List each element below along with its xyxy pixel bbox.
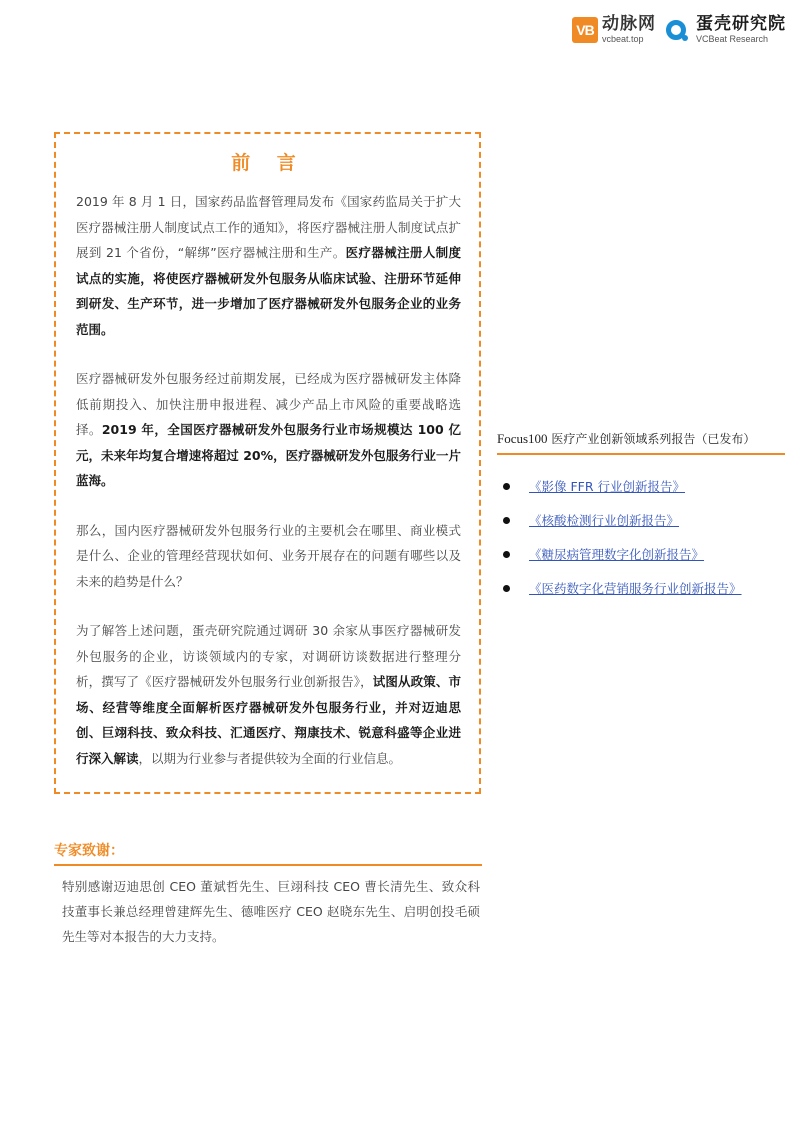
preface-paragraph-4 [76, 618, 461, 771]
report-link[interactable]: 《糖尿病管理数字化创新报告》 [529, 547, 705, 562]
focus-report-list [497, 430, 785, 605]
preface-paragraph-1 [76, 189, 461, 342]
vcbeat-logo [572, 16, 656, 44]
bullet-icon [503, 585, 510, 592]
report-links [497, 469, 785, 605]
report-list-item [497, 503, 785, 537]
focus-title: Focus100 医疗产业创新领域系列报告（已发布） [497, 430, 785, 455]
text-segment: 那么，国内医疗器械研发外包服务行业的主要机会在哪里、商业模式是什么、企业的管理经营现状如何、业务开展存在的问题有哪些以及未来的趋势是什么？ [76, 522, 461, 589]
thanks-title: 专家致谢： [54, 840, 482, 866]
logo2-cn: 蛋壳研究院 [696, 14, 786, 34]
bullet-icon [503, 483, 510, 490]
report-list-item [497, 469, 785, 503]
bold-text-segment: 试图从政策、市场、经营等维度全面解析医疗器械研发外包服务行业，并对迈迪思创、巨翊科技、致众科技、汇通医疗、翔康技术、锐意科盛等企业进行深入解读 [76, 674, 461, 766]
preface-paragraph-3 [76, 518, 461, 595]
bold-text-segment: 2019 年，全国医疗器械研发外包服务行业市场规模达 100 亿元，未来年均复合增速将超过 20%，医疗器械研发外包服务行业一片蓝海。 [76, 422, 461, 488]
text-segment: 医疗器械研发外包服务经过前期发展，已经成为医疗器械研发主体降低前期投入、加快注册申报进程、减少产品上市风险的重要战略选择。 [76, 371, 461, 437]
logo1-cn: 动脉网 [602, 14, 656, 34]
header-logos [572, 16, 786, 44]
bold-text-segment: 医疗器械注册人制度试点的实施，将使医疗器械研发外包服务从临床试验、注册环节延伸到研发、生产环节，进一步增加了医疗器械研发外包服务企业的业务范围。 [76, 245, 461, 337]
logo2-en: VCBeat Research [696, 34, 769, 44]
vb-logo-icon: VB [572, 17, 598, 43]
text-segment: 2019 年 8 月 1 日，国家药品监督管理局发布《国家药监局关于扩大医疗器械注册人制度试点工作的通知》，将医疗器械注册人制度试点扩展到 21 个省份，“解绑”医疗器械注册和生产。 [76, 194, 461, 260]
preface-paragraph-2 [76, 366, 461, 494]
thanks-text: 特别感谢迈迪思创 CEO 董斌哲先生、巨翊科技 CEO 曹长清先生、致众科技董事长兼总经理曾建辉先生、德唯医疗 CEO 赵晓东先生、启明创投毛硕先生等对本报告的大力支持。 [62, 879, 480, 944]
report-list-item [497, 537, 785, 571]
report-link[interactable]: 《医药数字化营销服务行业创新报告》 [529, 581, 742, 596]
bullet-icon [503, 517, 510, 524]
vcbeat-research-logo [666, 16, 786, 44]
preface-box [54, 132, 481, 794]
report-link[interactable]: 《核酸检测行业创新报告》 [529, 513, 680, 528]
egg-ring-icon [666, 20, 686, 40]
bullet-icon [503, 551, 510, 558]
text-segment: ，以期为行业参与者提供较为全面的行业信息。 [138, 750, 402, 766]
preface-title: 前 言 [231, 152, 306, 174]
report-link[interactable]: 《影像 FFR 行业创新报告》 [529, 479, 686, 494]
text-segment: 为了解答上述问题，蛋壳研究院通过调研 30 余家从事医疗器械研发外包服务的企业，访谈领域内的专家，对调研访谈数据进行整理分析，撰写了《医疗器械研发外包服务行业创新报告》， [76, 623, 461, 689]
logo1-en: vcbeat.top [602, 34, 644, 44]
report-list-item [497, 571, 785, 605]
